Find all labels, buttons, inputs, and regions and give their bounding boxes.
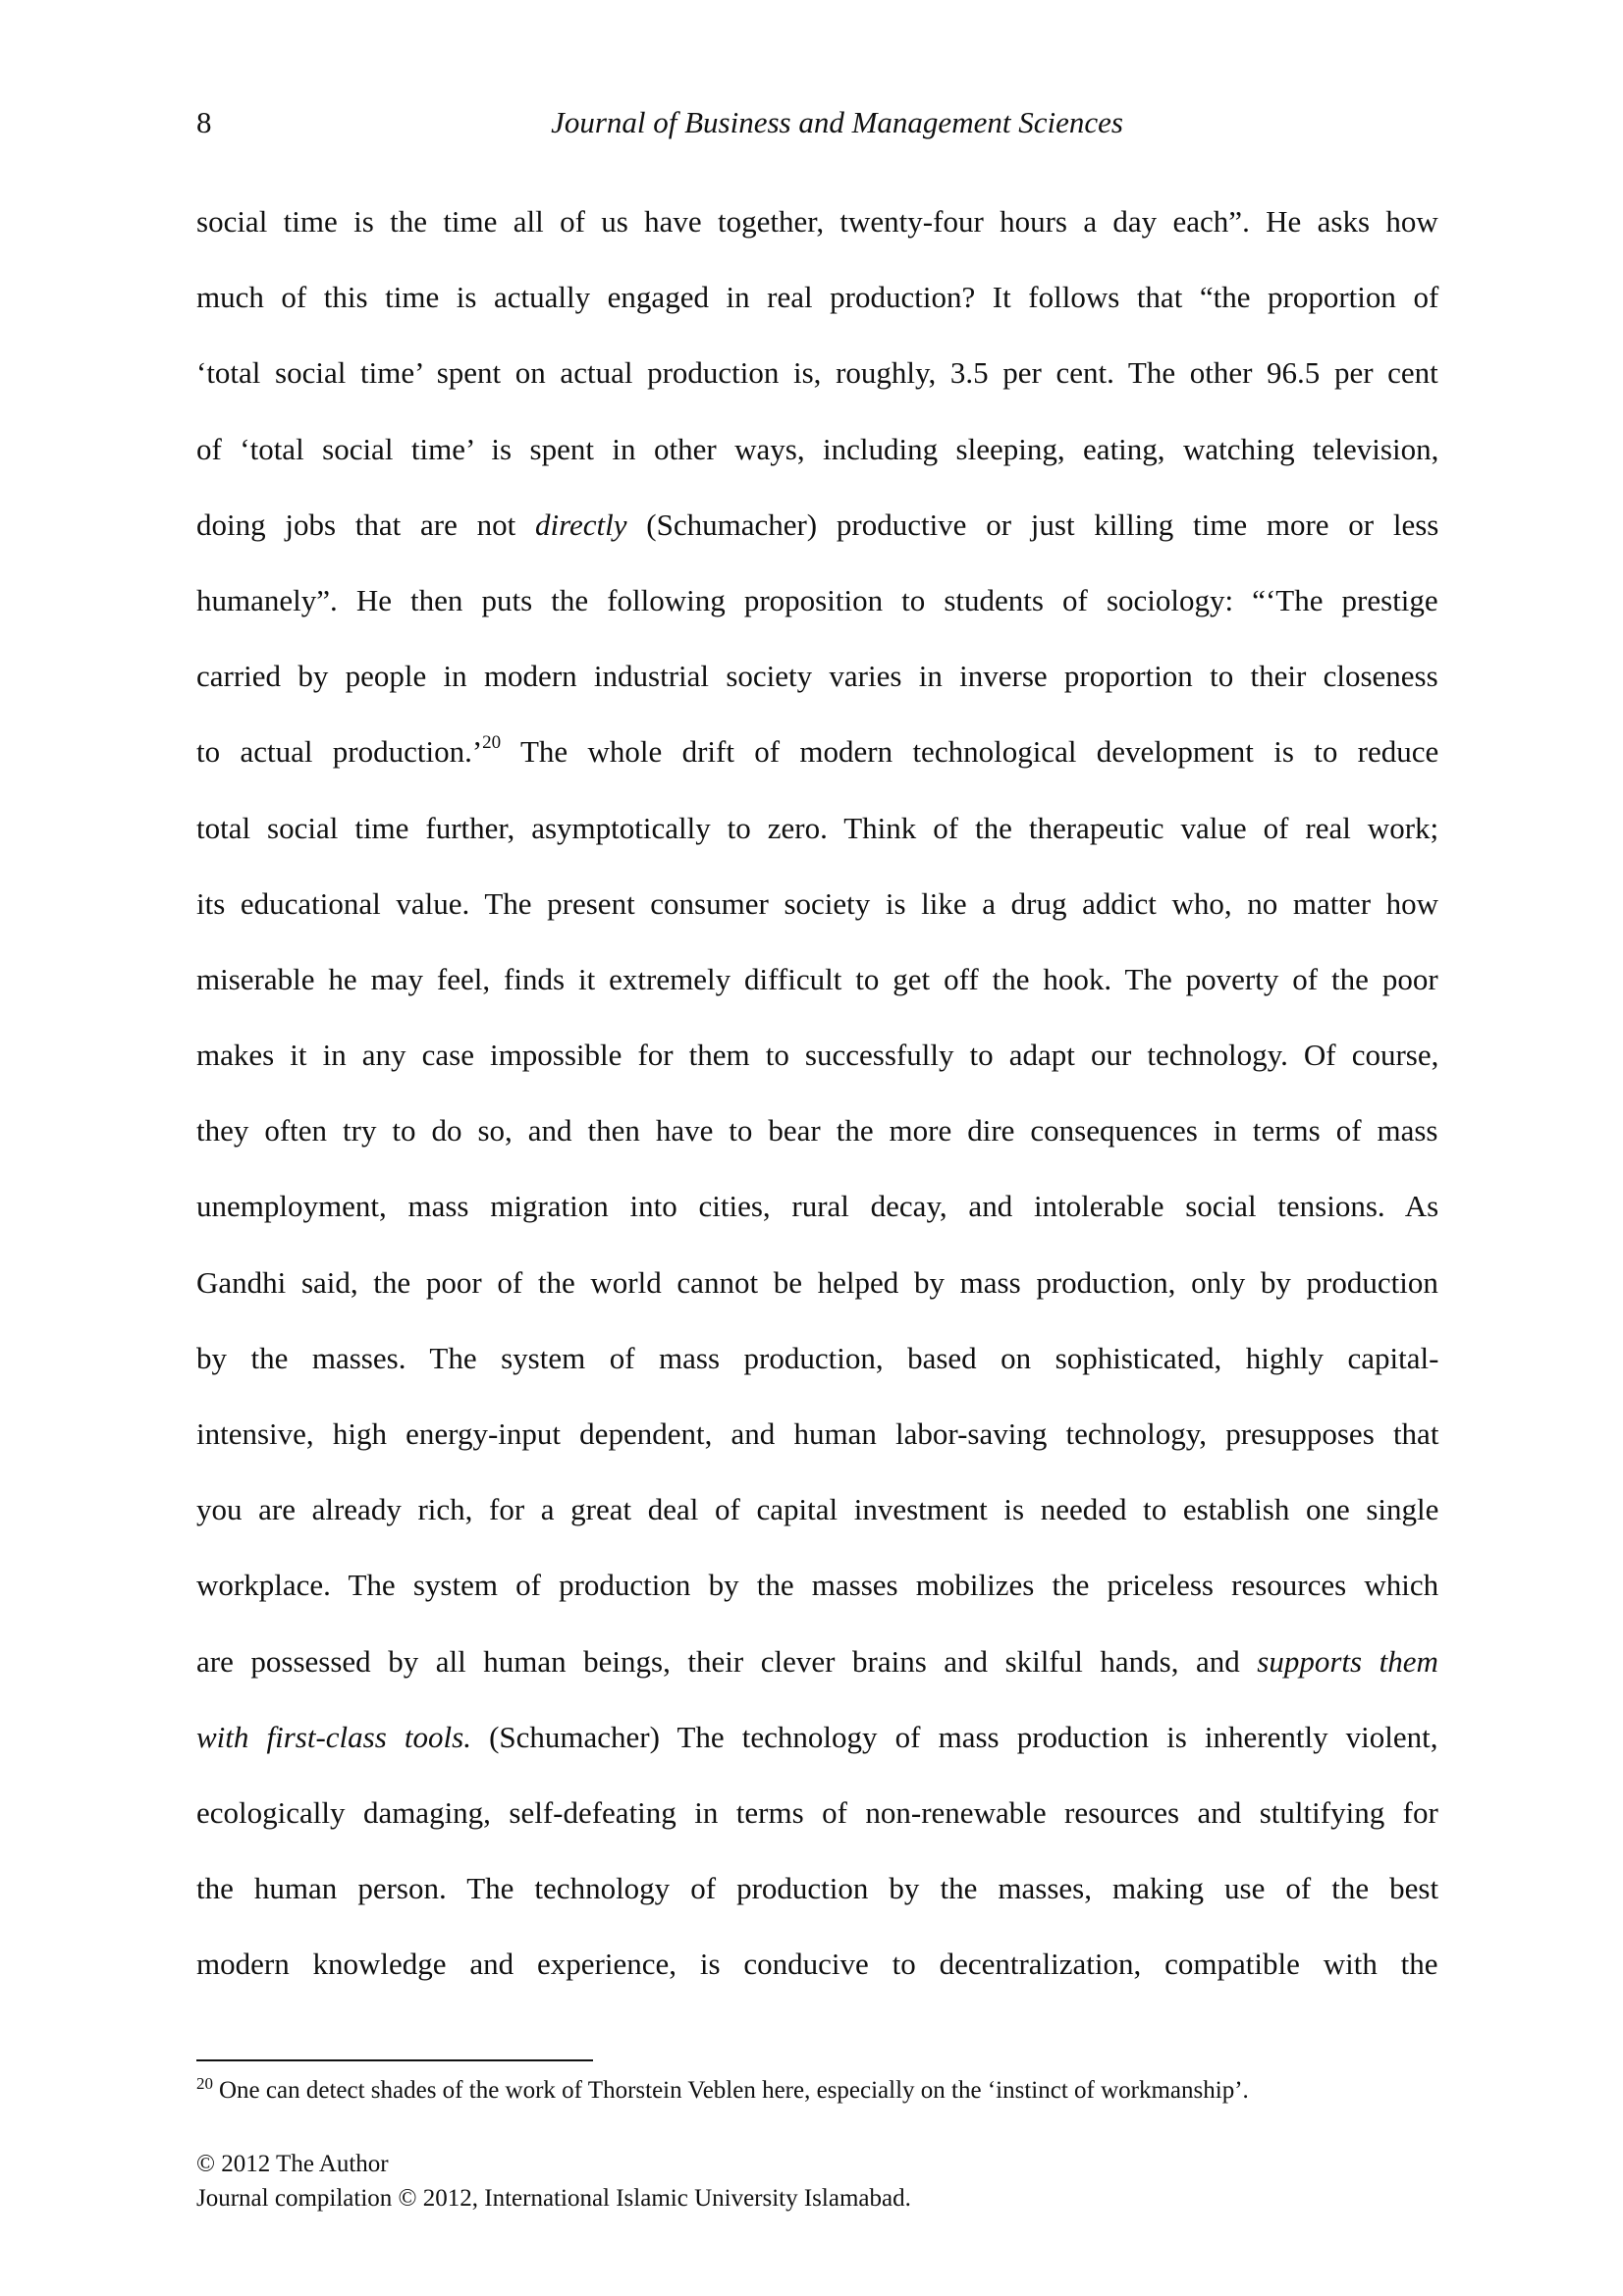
body-line: social time is the time all of us have together, twenty-four hours a day each”. He asks how	[196, 204, 1438, 239]
body-text	[196, 184, 1438, 2002]
body-line: makes it in any case impossible for them to successfully to adapt our technology. Of course,	[196, 1038, 1439, 1073]
body-line: workplace. The system of production by the masses mobilizes the priceless resources which	[196, 1568, 1439, 1603]
body-line: carried by people in modern industrial society varies in inverse proportion to their closeness	[196, 659, 1438, 694]
body-line: of ‘total social time’ is spent in other ways, including sleeping, eating, watching television,	[196, 431, 1439, 466]
body-line: by the masses. The system of mass production, based on sophisticated, highly capital-	[196, 1340, 1439, 1375]
footnote-divider	[196, 2059, 593, 2061]
body-line: its educational value. The present consumer society is like a drug addict who, no matter how	[196, 885, 1439, 921]
running-header	[196, 98, 1438, 147]
body-line: the human person. The technology of production by the masses, making use of the best	[196, 1871, 1439, 1906]
body-line: ‘total social time’ spent on actual production is, roughly, 3.5 per cent. The other 96.5 per cent	[196, 355, 1438, 391]
footnote	[196, 2073, 1438, 2109]
journal-compilation-line: Journal compilation © 2012, International Islamic University Islamabad.	[196, 2185, 911, 2212]
body-line: miserable he may feel, finds it extremely difficult to get off the hook. The poverty of the poor	[196, 961, 1438, 996]
journal-title: Journal of Business and Management Sciences	[551, 105, 1123, 139]
body-line: doing jobs that are not directly (Schumacher) productive or just killing time more or less	[196, 507, 1439, 542]
copyright-block	[196, 2147, 911, 2216]
body-line: Gandhi said, the poor of the world cannot be helped by mass production, only by production	[196, 1264, 1438, 1300]
body-line: humanely”. He then puts the following proposition to students of sociology: “‘The prestige	[196, 582, 1438, 617]
footnote-reference: 20	[482, 732, 502, 754]
emphasis: with first-class tools.	[196, 1719, 471, 1754]
emphasis: supports them	[1257, 1643, 1438, 1679]
body-line: ecologically damaging, self-defeating in terms of non-renewable resources and stultifying for	[196, 1794, 1438, 1830]
footnote-number: 20	[196, 2074, 213, 2093]
body-line: unemployment, mass migration into cities, rural decay, and intolerable social tensions. As	[196, 1189, 1439, 1224]
body-line: with first-class tools. (Schumacher) The technology of mass production is inherently violent,	[196, 1719, 1438, 1754]
copyright-line: © 2012 The Author	[196, 2151, 389, 2177]
emphasis: directly	[534, 507, 627, 542]
body-line: total social time further, asymptotically to zero. Think of the therapeutic value of real work;	[196, 810, 1439, 845]
body-line: are possessed by all human beings, their clever brains and skilful hands, and supports them	[196, 1643, 1438, 1679]
body-line: to actual production.’$^{20}$ The whole drift of modern technological development is to reduce	[196, 732, 1439, 770]
body-line: you are already rich, for a great deal of capital investment is needed to establish one single	[196, 1492, 1439, 1527]
body-line: modern knowledge and experience, is conducive to decentralization, compatible with the	[196, 1947, 1438, 1982]
page-number: 8	[196, 105, 212, 139]
footnote-text: One can detect shades of the work of Thorstein Veblen here, especially on the ‘instinct of workmanship’.	[219, 2077, 1249, 2104]
body-line: intensive, high energy-input dependent, and human labor-saving technology, presupposes that	[196, 1416, 1439, 1451]
body-line: they often try to do so, and then have to bear the more dire consequences in terms of mass	[196, 1113, 1438, 1148]
body-line: much of this time is actually engaged in real production? It follows that “the proportion of	[196, 280, 1439, 315]
